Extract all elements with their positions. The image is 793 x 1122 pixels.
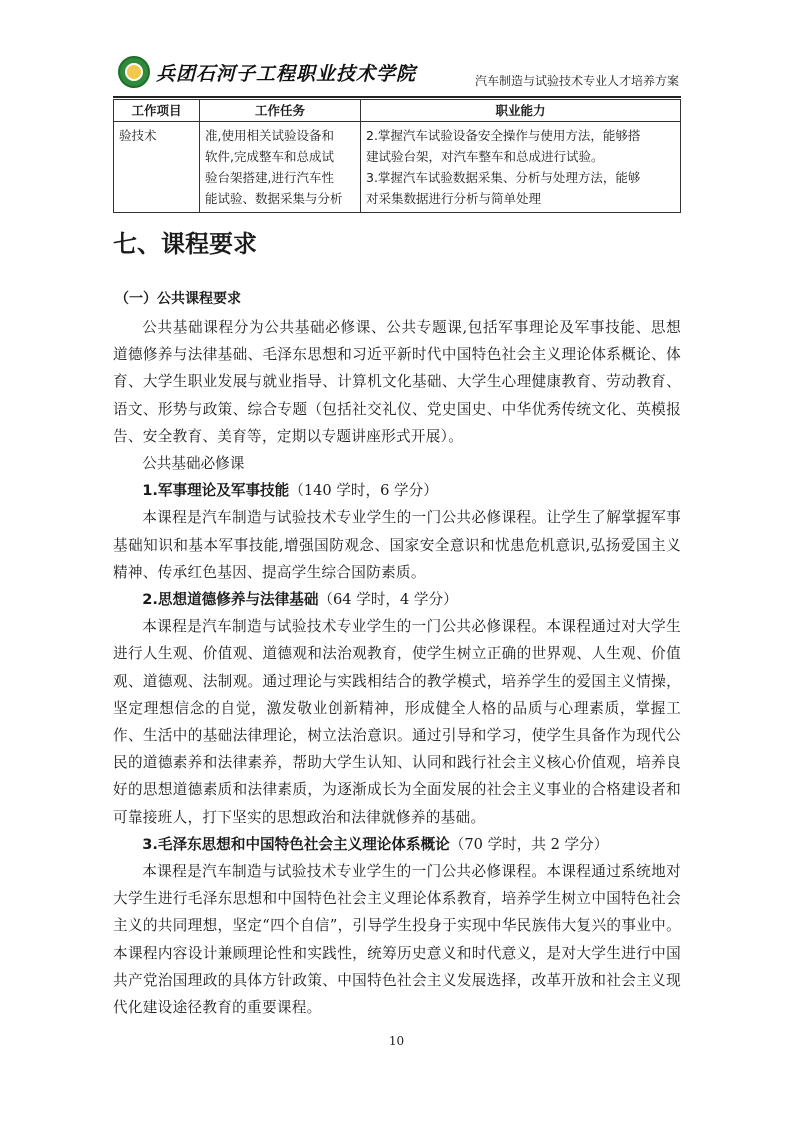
table-header-row	[114, 100, 681, 122]
task-line: 能试验、数据采集与分析	[205, 191, 343, 206]
table-cell-ability	[361, 122, 681, 213]
course-description: 本课程是汽车制造与试验技术专业学生的一门公共必修课程。让学生了解掌握军事基础知识和基本军事技能,增强国防观念、国家安全意识和忧患危机意识,弘扬爱国主义精神、传承红色基因、提高学生综合国防素质。	[113, 509, 681, 581]
course-hours: （140 学时，6 学分）	[289, 482, 438, 500]
table-row	[114, 122, 681, 213]
intro-paragraph: 公共基础课程分为公共基础必修课、公共专题课,包括军事理论及军事技能、思想道德修养与法律基础、毛泽东思想和习近平新时代中国特色社会主义理论体系概论、体育、大学生职业发展与就业指导、计算机文化基础、大学生心理健康教育、劳动教育、语文、形势与政策、综合专题（包括社交礼仪、党史国史、中华优秀传统文化、英模报告、安全教育、美育等，定期以专题讲座形式开展）。	[113, 319, 681, 445]
subsection-title: （一）公共课程要求	[115, 291, 241, 307]
main-content	[113, 226, 681, 1021]
course-title: 2.思想道德修养与法律基础	[142, 591, 319, 609]
document-title: 汽车制造与试验技术专业人才培养方案	[474, 74, 679, 88]
ability-line: 对采集数据进行分析与简单处理	[366, 191, 542, 206]
task-line: 软件,完成整车和总成试	[205, 149, 334, 164]
table-cell-project: 验技术	[114, 122, 200, 213]
college-name: 兵团石河子工程职业技术学院	[156, 62, 417, 85]
course-heading	[113, 831, 681, 858]
ability-table	[113, 99, 681, 213]
course-hours: （70 学时，共 2 学分）	[449, 835, 609, 853]
ability-line: 建试验台架，对汽车整车和总成进行试验。	[366, 149, 604, 164]
course-description: 本课程是汽车制造与试验技术专业学生的一门公共必修课程。本课程通过对大学生进行人生观、价值观、道德观和法治观教育，使学生树立正确的世界观、人生观、价值观、道德观、法制观。通过理论与实践相结合的教学模式，培养学生的爱国主义情操，坚定理想信念的自觉，激发敬业创新精神，形成健全人格的品质与心理素质，掌握工作、生活中的基础法律理论，树立法治意识。通过引导和学习，使学生具备作为现代公民的道德素养和法律素养，帮助大学生认知、认同和践行社会主义核心价值观，培养良好的思想道德素质和法律素质，为逐渐成长为全面发展的社会主义事业的合格建设者和可靠接班人，打下坚实的思想政治和法律就修养的基础。	[113, 618, 681, 826]
table-header-project: 工作项目	[114, 100, 200, 122]
ability-line: 3.掌握汽车试验数据采集、分析与处理方法，能够	[366, 170, 641, 185]
course-description: 本课程是汽车制造与试验技术专业学生的一门公共必修课程。本课程通过系统地对大学生进行毛泽东思想和中国特色社会主义理论体系教育，培养学生树立中国特色社会主义的共同理想，坚定“四个自信”，引导学生投身于实现中华民族伟大复兴的事业中。本课程内容设计兼顾理论性和实践性，统筹历史意义和时代意义，是对大学生进行中国共产党治国理政的具体方针政策、中国特色社会主义发展选择，改革开放和社会主义现代化建设途径教育的重要课程。	[113, 863, 681, 1017]
course-heading	[113, 586, 681, 613]
page-number: 10	[388, 1034, 405, 1048]
course-title: 1.军事理论及军事技能	[142, 482, 290, 500]
ability-line: 2.掌握汽车试验设备安全操作与使用方法，能够搭	[366, 128, 641, 143]
course-title: 3.毛泽东思想和中国特色社会主义理论体系概论	[142, 835, 450, 853]
college-logo	[118, 56, 416, 88]
course-hours: （64 学时，4 学分）	[318, 591, 458, 609]
block-label: 公共基础必修课	[142, 455, 245, 473]
table-header-ability: 职业能力	[361, 100, 681, 122]
course-heading	[113, 477, 681, 504]
section-title: 七、课程要求	[113, 230, 257, 258]
table-cell-task	[200, 122, 361, 213]
page-header	[113, 52, 681, 98]
task-line: 验台架搭建,进行汽车性	[205, 170, 334, 185]
table-header-task: 工作任务	[200, 100, 361, 122]
college-emblem-icon	[118, 56, 150, 88]
task-line: 准,使用相关试验设备和	[205, 128, 334, 143]
